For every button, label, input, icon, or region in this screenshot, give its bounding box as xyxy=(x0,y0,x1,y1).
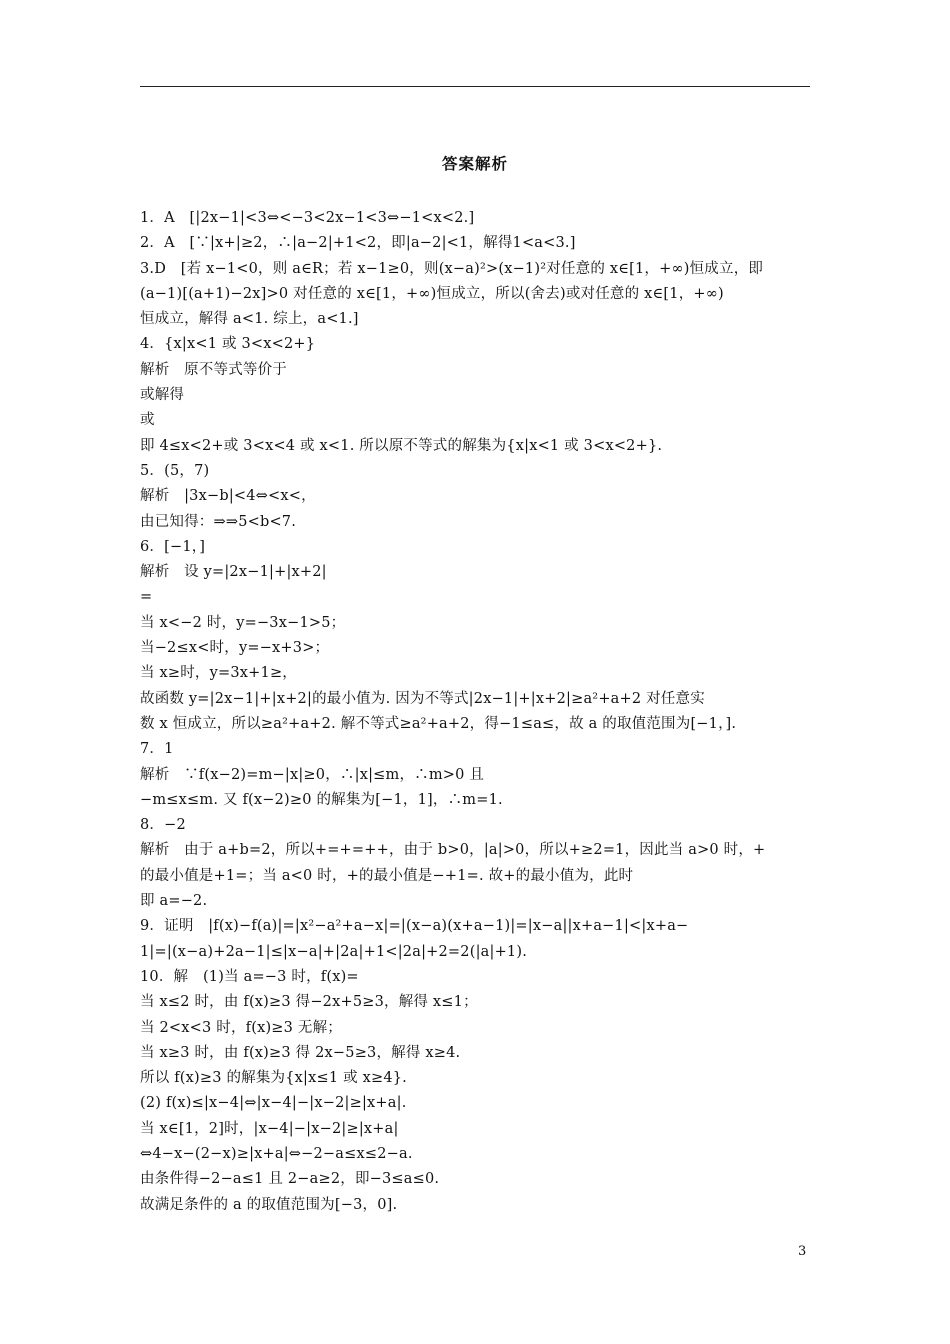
text-line: 的最小值是+1=；当 a<0 时，+的最小值是−+1=. 故+的最小值为，此时 xyxy=(140,867,634,884)
text-line: 故满足条件的 a 的取值范围为[−3，0]. xyxy=(140,1196,398,1213)
text-line: 即 a=−2. xyxy=(140,893,208,910)
text-line: 解析 ∵f(x−2)=m−|x|≥0，∴|x|≤m，∴m>0 且 xyxy=(140,766,485,783)
text-line: 解析 |3x−b|<4⇔<x<， xyxy=(140,488,316,505)
text-line: 当−2≤x<时，y=−x+3>； xyxy=(140,640,330,657)
text-line: (a−1)[(a+1)−2x]>0 对任意的 x∈[1，+∞)恒成立，所以(舍去)或对任意的 x∈[1，+∞) xyxy=(140,285,724,302)
text-line: 3.D [若 x−1<0，则 a∈R；若 x−1≥0，则(x−a)²>(x−1)²对任意的 x∈[1，+∞)恒成立，即 xyxy=(140,260,764,277)
text-line: 由条件得−2−a≤1 且 2−a≥2，即−3≤a≤0. xyxy=(140,1171,440,1188)
text-line: 当 x≤2 时，由 f(x)≥3 得−2x+5≥3，解得 x≤1； xyxy=(140,994,478,1011)
text-line: ⇔4−x−(2−x)≥|x+a|⇔−2−a≤x≤2−a. xyxy=(140,1145,413,1162)
text-line: 或解得 xyxy=(140,387,185,404)
text-line: 当 x<−2 时，y=−3x−1>5； xyxy=(140,614,346,631)
text-line: 4．{x|x<1 或 3<x<2+} xyxy=(140,336,316,353)
answer-body xyxy=(140,206,816,1218)
text-line: 当 x∈[1，2]时，|x−4|−|x−2|≥|x+a| xyxy=(140,1120,399,1137)
header-rule xyxy=(140,86,810,87)
text-line: 所以 f(x)≥3 的解集为{x|x≤1 或 x≥4}. xyxy=(140,1070,407,1087)
text-line: 解析 原不等式等价于 xyxy=(140,361,287,378)
text-line: 2．A [∵|x+|≥2，∴|a−2|+1<2，即|a−2|<1，解得1<a<3.] xyxy=(140,235,576,252)
text-line: 1|=|(x−a)+2a−1|≤|x−a|+|2a|+1<|2a|+2=2(|a|+1). xyxy=(140,943,528,960)
text-line: 当 x≥时，y=3x+1≥， xyxy=(140,665,298,682)
text-line: (2) f(x)≤|x−4|⇔|x−4|−|x−2|≥|x+a|. xyxy=(140,1095,407,1112)
text-line: 恒成立，解得 a<1. 综上，a<1.] xyxy=(140,311,359,328)
text-line: 当 2<x<3 时，f(x)≥3 无解； xyxy=(140,1019,342,1036)
text-line: 7．1 xyxy=(140,741,174,758)
text-line: 由已知得：⇒⇒5<b<7. xyxy=(140,513,297,530)
text-line: 10．解 (1)当 a=−3 时，f(x)= xyxy=(140,968,359,985)
text-line: −m≤x≤m. 又 f(x−2)≥0 的解集为[−1，1]，∴m=1. xyxy=(140,791,503,808)
text-line: 5．(5，7) xyxy=(140,462,210,479)
page-number: 3 xyxy=(798,1244,807,1259)
text-line: 6．[−1，] xyxy=(140,538,206,555)
text-line: 解析 由于 a+b=2，所以+=+=++，由于 b>0，|a|>0，所以+≥2=1，因此当 a>0 时，+ xyxy=(140,842,766,859)
text-line: = xyxy=(140,589,153,606)
text-line: 8．−2 xyxy=(140,817,186,834)
text-line: 即 4≤x<2+或 3<x<4 或 x<1. 所以原不等式的解集为{x|x<1 或 3<x<2+}. xyxy=(140,437,663,454)
text-line: 故函数 y=|2x−1|+|x+2|的最小值为. 因为不等式|2x−1|+|x+2|≥a²+a+2 对任意实 xyxy=(140,690,705,707)
text-line: 数 x 恒成立，所以≥a²+a+2. 解不等式≥a²+a+2，得−1≤a≤，故 a 的取值范围为[−1，]. xyxy=(140,715,737,732)
text-line: 或 xyxy=(140,412,155,429)
text-line: 1．A [|2x−1|<3⇔<−3<2x−1<3⇔−1<x<2.] xyxy=(140,210,475,226)
text-line: 9．证明 |f(x)−f(a)|=|x²−a²+a−x|=|(x−a)(x+a−1)|=|x−a||x+a−1|<|x+a− xyxy=(140,918,689,935)
text-line: 解析 设 y=|2x−1|+|x+2| xyxy=(140,564,327,581)
text-line: 当 x≥3 时，由 f(x)≥3 得 2x−5≥3，解得 x≥4. xyxy=(140,1044,461,1061)
page-title: 答案解析 xyxy=(441,154,508,173)
